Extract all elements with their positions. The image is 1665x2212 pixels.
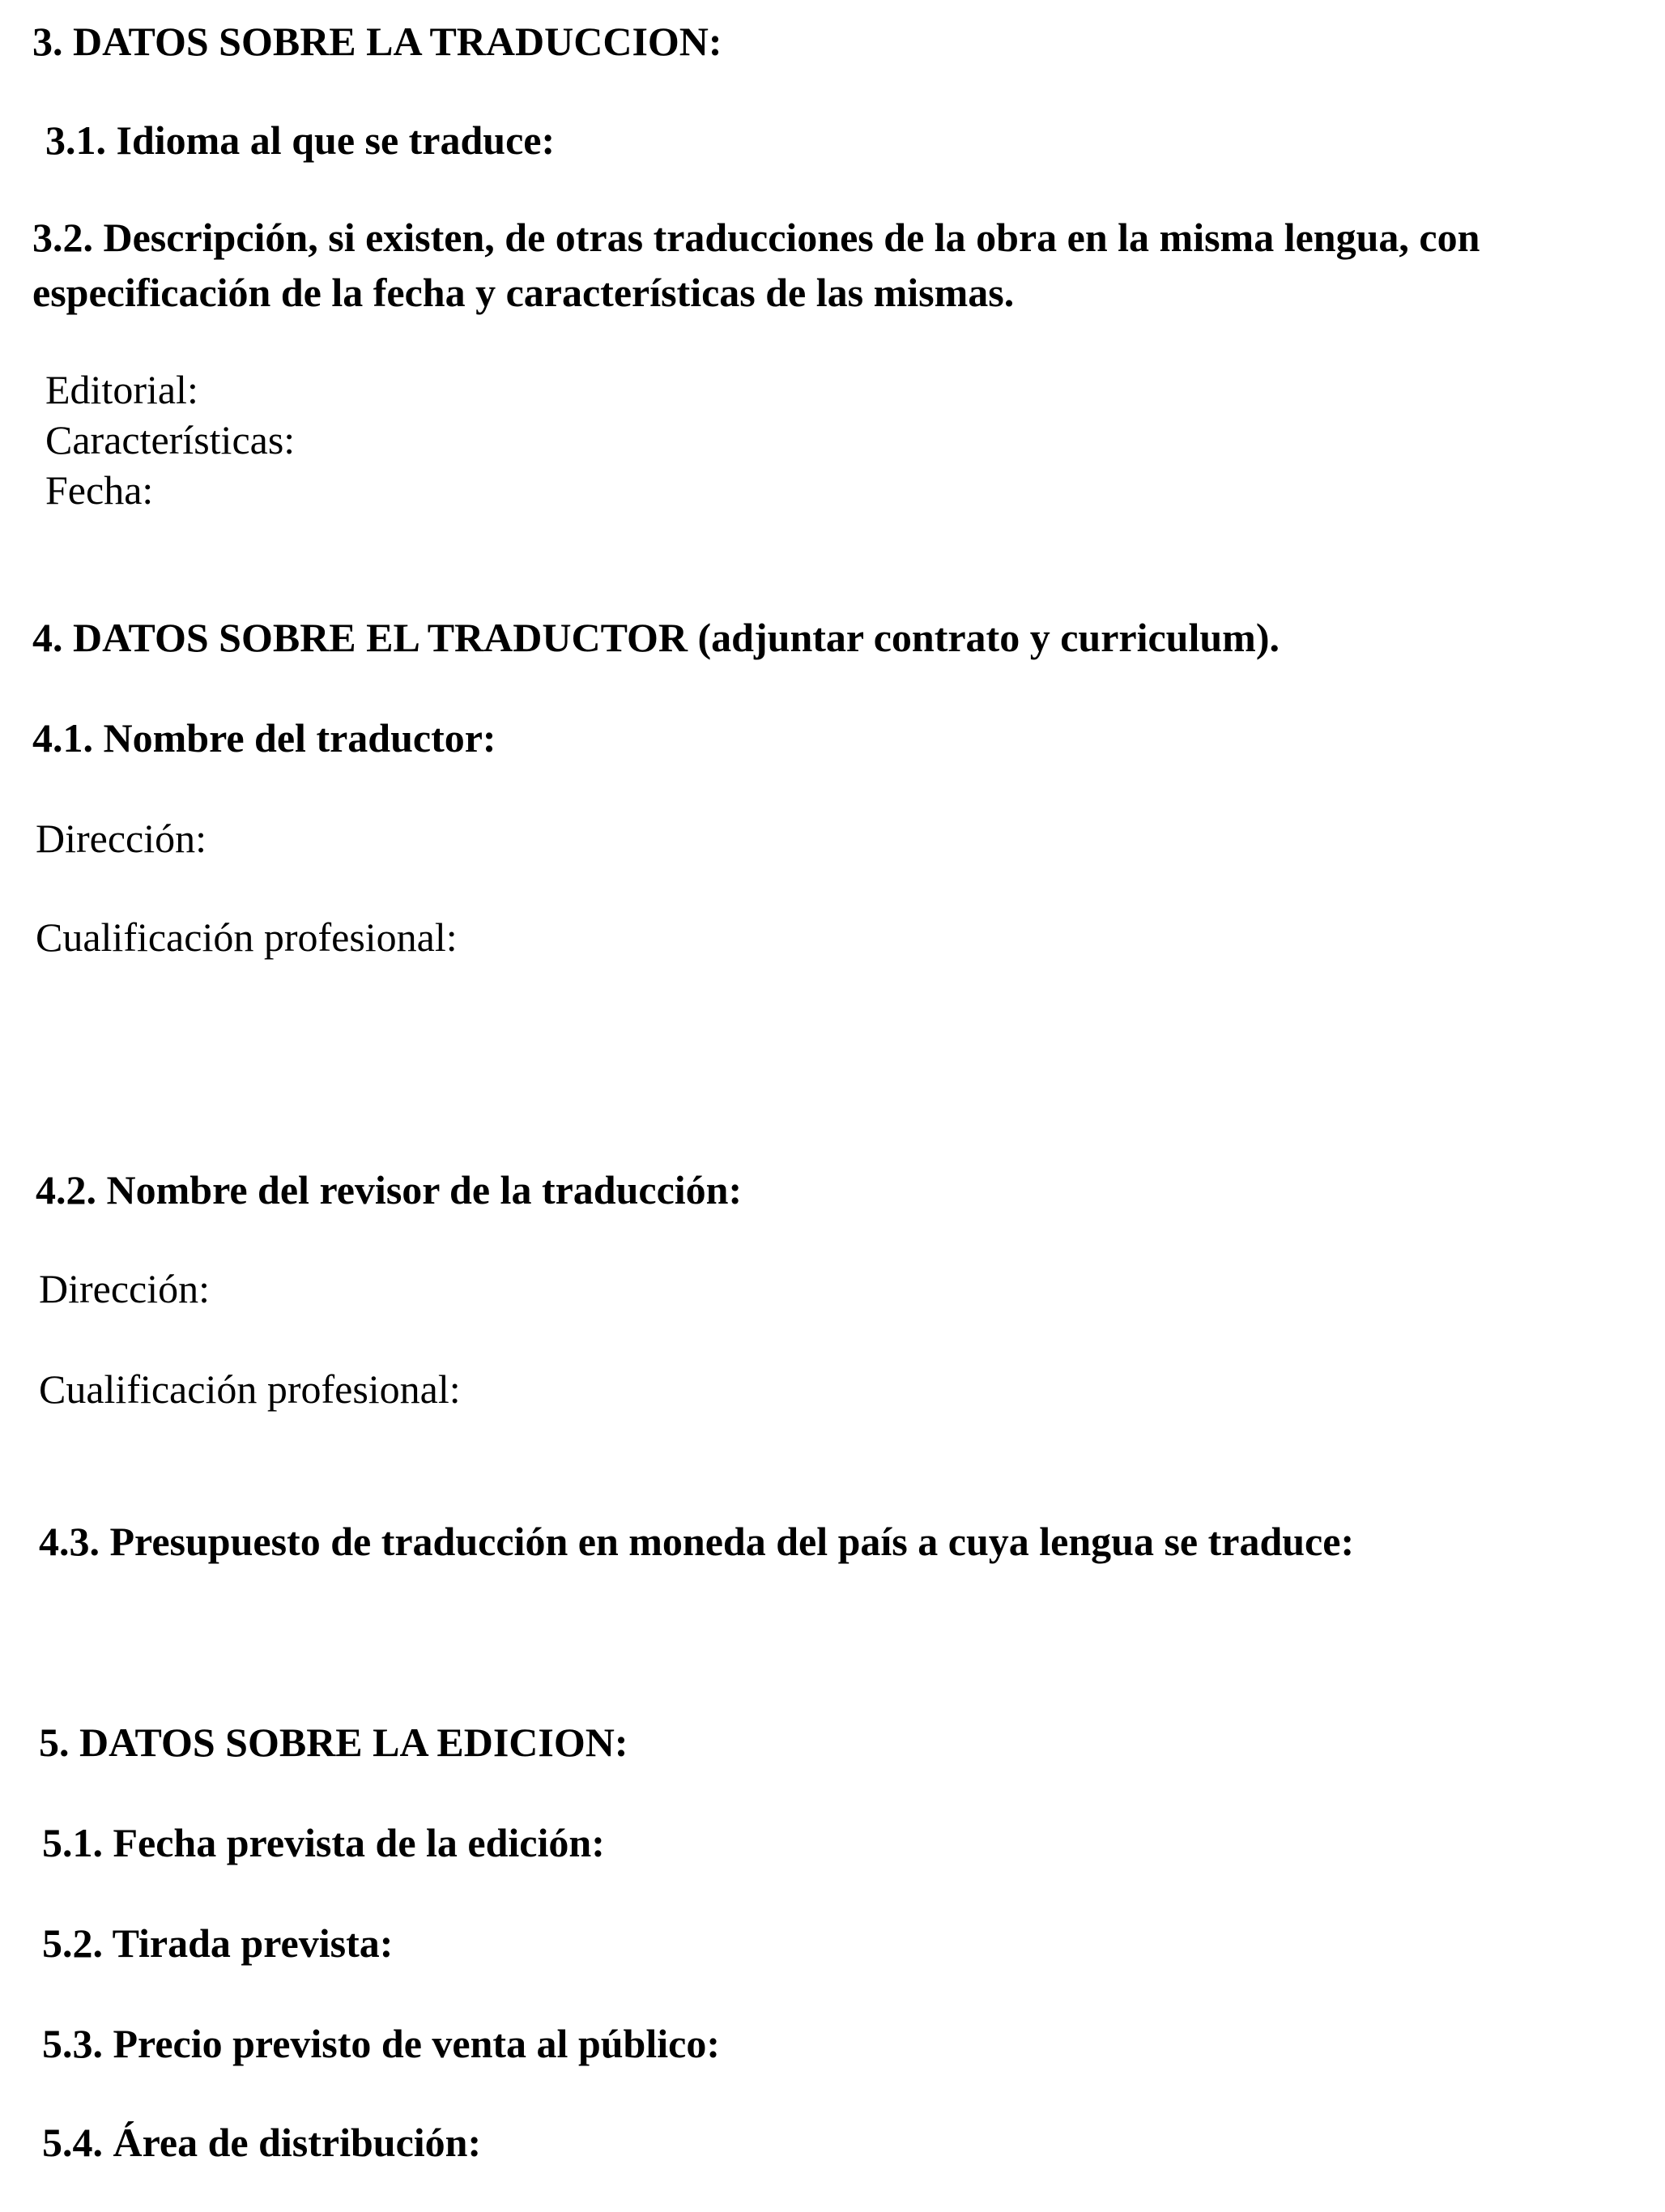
translator-qualification-label: Cualificación profesional: [36, 914, 458, 960]
field-5-2-print-run-label: 5.2. Tirada prevista: [42, 1920, 394, 1966]
reviewer-qualification-label: Cualificación profesional: [39, 1366, 461, 1412]
field-4-2-reviewer-name-label: 4.2. Nombre del revisor de la traducción: [36, 1167, 743, 1213]
editorial-label: Editorial: [45, 367, 198, 412]
section-3-heading: 3. DATOS SOBRE LA TRADUCCION: [32, 19, 722, 64]
caracteristicas-label: Características: [45, 417, 296, 462]
fecha-label: Fecha: [45, 467, 154, 513]
section-4-heading: 4. DATOS SOBRE EL TRADUCTOR (adjuntar contrato y curriculum). [32, 615, 1280, 660]
field-4-1-translator-name-label: 4.1. Nombre del traductor: [32, 715, 496, 761]
field-5-3-retail-price-label: 5.3. Precio previsto de venta al público: [42, 2021, 720, 2066]
field-4-3-budget-label: 4.3. Presupuesto de traducción en moneda del país a cuya lengua se traduce: [39, 1519, 1355, 1564]
section-5-heading: 5. DATOS SOBRE LA EDICION: [39, 1720, 628, 1765]
field-3-1-language-label: 3.1. Idioma al que se traduce: [45, 117, 556, 163]
translator-address-label: Dirección: [36, 816, 207, 861]
field-3-2-description-line-1: 3.2. Descripción, si existen, de otras traducciones de la obra en la misma lengua, con [32, 215, 1480, 260]
field-5-1-edition-date-label: 5.1. Fecha prevista de la edición: [42, 1820, 605, 1865]
field-5-4-distribution-area-label: 5.4. Área de distribución: [42, 2120, 482, 2165]
field-3-2-description-line-2: especificación de la fecha y características de las mismas. [32, 270, 1015, 315]
reviewer-address-label: Dirección: [39, 1266, 211, 1311]
